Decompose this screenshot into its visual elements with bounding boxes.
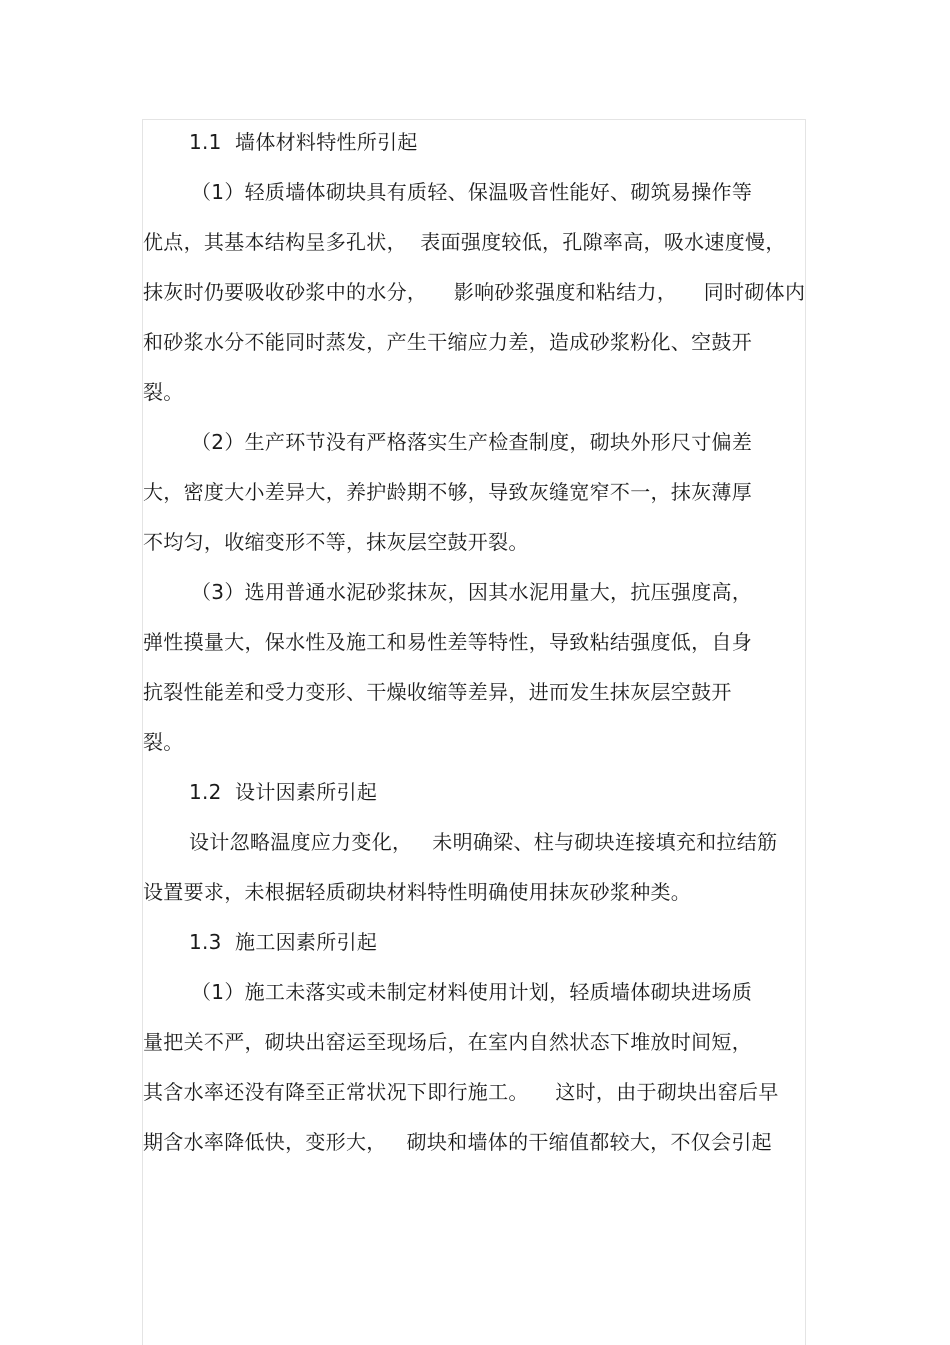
text-line: （2）生产环节没有严格落实生产检查制度，砌块外形尺寸偏差 xyxy=(191,430,753,454)
text-line: 和砂浆水分不能同时蒸发，产生干缩应力差，造成砂浆粉化、空鼓开 xyxy=(143,330,752,354)
text-line: 期含水率降低快，变形大， 砌块和墙体的干缩值都较大，不仅会引起 xyxy=(143,1130,772,1154)
heading-1-2: 1.2 设计因素所引起 xyxy=(189,780,378,804)
text-line: 抗裂性能差和受力变形、干燥收缩等差异，进而发生抹灰层空鼓开 xyxy=(143,680,732,704)
text-line: 设置要求，未根据轻质砌块材料特性明确使用抹灰砂浆种类。 xyxy=(143,880,692,904)
text-line: 大，密度大小差异大，养护龄期不够，导致灰缝宽窄不一，抹灰薄厚 xyxy=(143,480,752,504)
text-line: 裂。 xyxy=(143,380,184,404)
text-line: （3）选用普通水泥砂浆抹灰，因其水泥用量大，抗压强度高， xyxy=(191,580,753,604)
text-line: 设计忽略温度应力变化， 未明确梁、柱与砌块连接填充和拉结筋 xyxy=(189,830,778,854)
text-line: 裂。 xyxy=(143,730,184,754)
document-page xyxy=(142,119,806,1345)
text-line: （1）轻质墙体砌块具有质轻、保温吸音性能好、砌筑易操作等 xyxy=(191,180,753,204)
text-line: （1）施工未落实或未制定材料使用计划，轻质墙体砌块进场质 xyxy=(191,980,753,1004)
text-line: 弹性摸量大，保水性及施工和易性差等特性，导致粘结强度低，自身 xyxy=(143,630,752,654)
heading-1-3: 1.3 施工因素所引起 xyxy=(189,930,378,954)
text-line: 不均匀，收缩变形不等，抹灰层空鼓开裂。 xyxy=(143,530,529,554)
heading-1-1: 1.1 墙体材料特性所引起 xyxy=(189,130,418,154)
text-line: 优点，其基本结构呈多孔状， 表面强度较低，孔隙率高，吸水速度慢， xyxy=(143,230,786,254)
text-line: 其含水率还没有降至正常状况下即行施工。 这时，由于砌块出窑后早 xyxy=(143,1080,779,1104)
text-line: 量把关不严，砌块出窑运至现场后，在室内自然状态下堆放时间短， xyxy=(143,1030,752,1054)
text-line: 抹灰时仍要吸收砂浆中的水分， 影响砂浆强度和粘结力， 同时砌体内 xyxy=(143,280,806,304)
